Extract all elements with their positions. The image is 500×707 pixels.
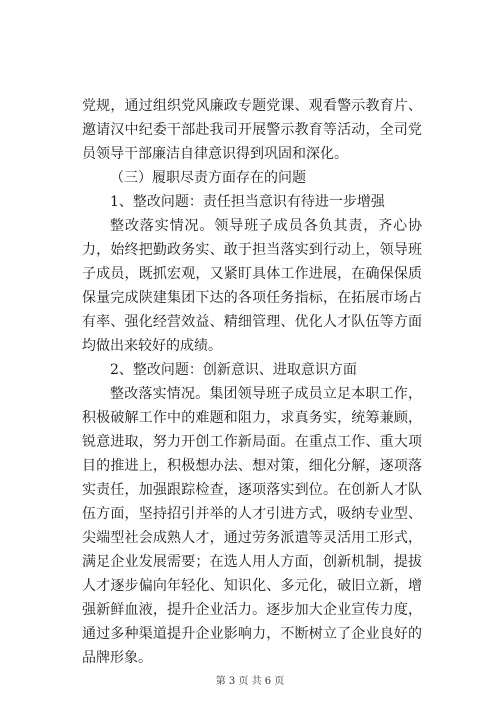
section-heading: （三）履职尽责方面存在的问题 — [110, 170, 306, 186]
paragraph-implementation-1: 整改落实情况。领导班子成员各负其责，齐心协力，始终把勤政务实、敢于担当落实到行动上，领导班子成员，既抓宏观，又紧盯具体工作进展，在确保保质保量完成陕建集团下达的各项任务指标，在拓展市场占有率、强化经营效益、精细管理、优化人才队伍等方面均做出来较好的成绩。 — [82, 218, 422, 354]
paragraph-implementation-2: 整改落实情况。集团领导班子成员立足本职工作，积极破解工作中的难题和阻力，求真务实，统筹兼顾，锐意进取，努力开创工作新局面。在重点工作、重大项目的推进上，积极想办法、想对策，细化分解，逐项落实责任，加强跟踪检查，逐项落实到位。在创新人才队伍方面，坚持招引并举的人才引进方式，吸纳专业型、尖端型社会成熟人才，通过劳务派遣等灵活用工形式，满足企业发展需要；在选人用人方面，创新机制，提拔人才逐步偏向年轻化、知识化、多元化，破旧立新，增强新鲜血液，提升企业活力。逐步加大企业宣传力度，通过多种渠道提升企业影响力，不断树立了企业良好的品牌形象。 — [82, 386, 422, 666]
paragraph-continuation: 党规，通过组织党风廉政专题党课、观看警示教育片、邀请汉中纪委干部赴我司开展警示教育等活动，全司党员领导干部廉洁自律意识得到巩固和深化。 — [82, 98, 422, 162]
issue-heading-2: 2、整改问题：创新意识、进取意识方面 — [110, 362, 357, 378]
document-body — [82, 94, 422, 670]
page-number-footer: 第 3 页 共 6 页 — [215, 676, 285, 687]
issue-heading-1: 1、整改问题：责任担当意识有待进一步增强 — [110, 194, 385, 210]
